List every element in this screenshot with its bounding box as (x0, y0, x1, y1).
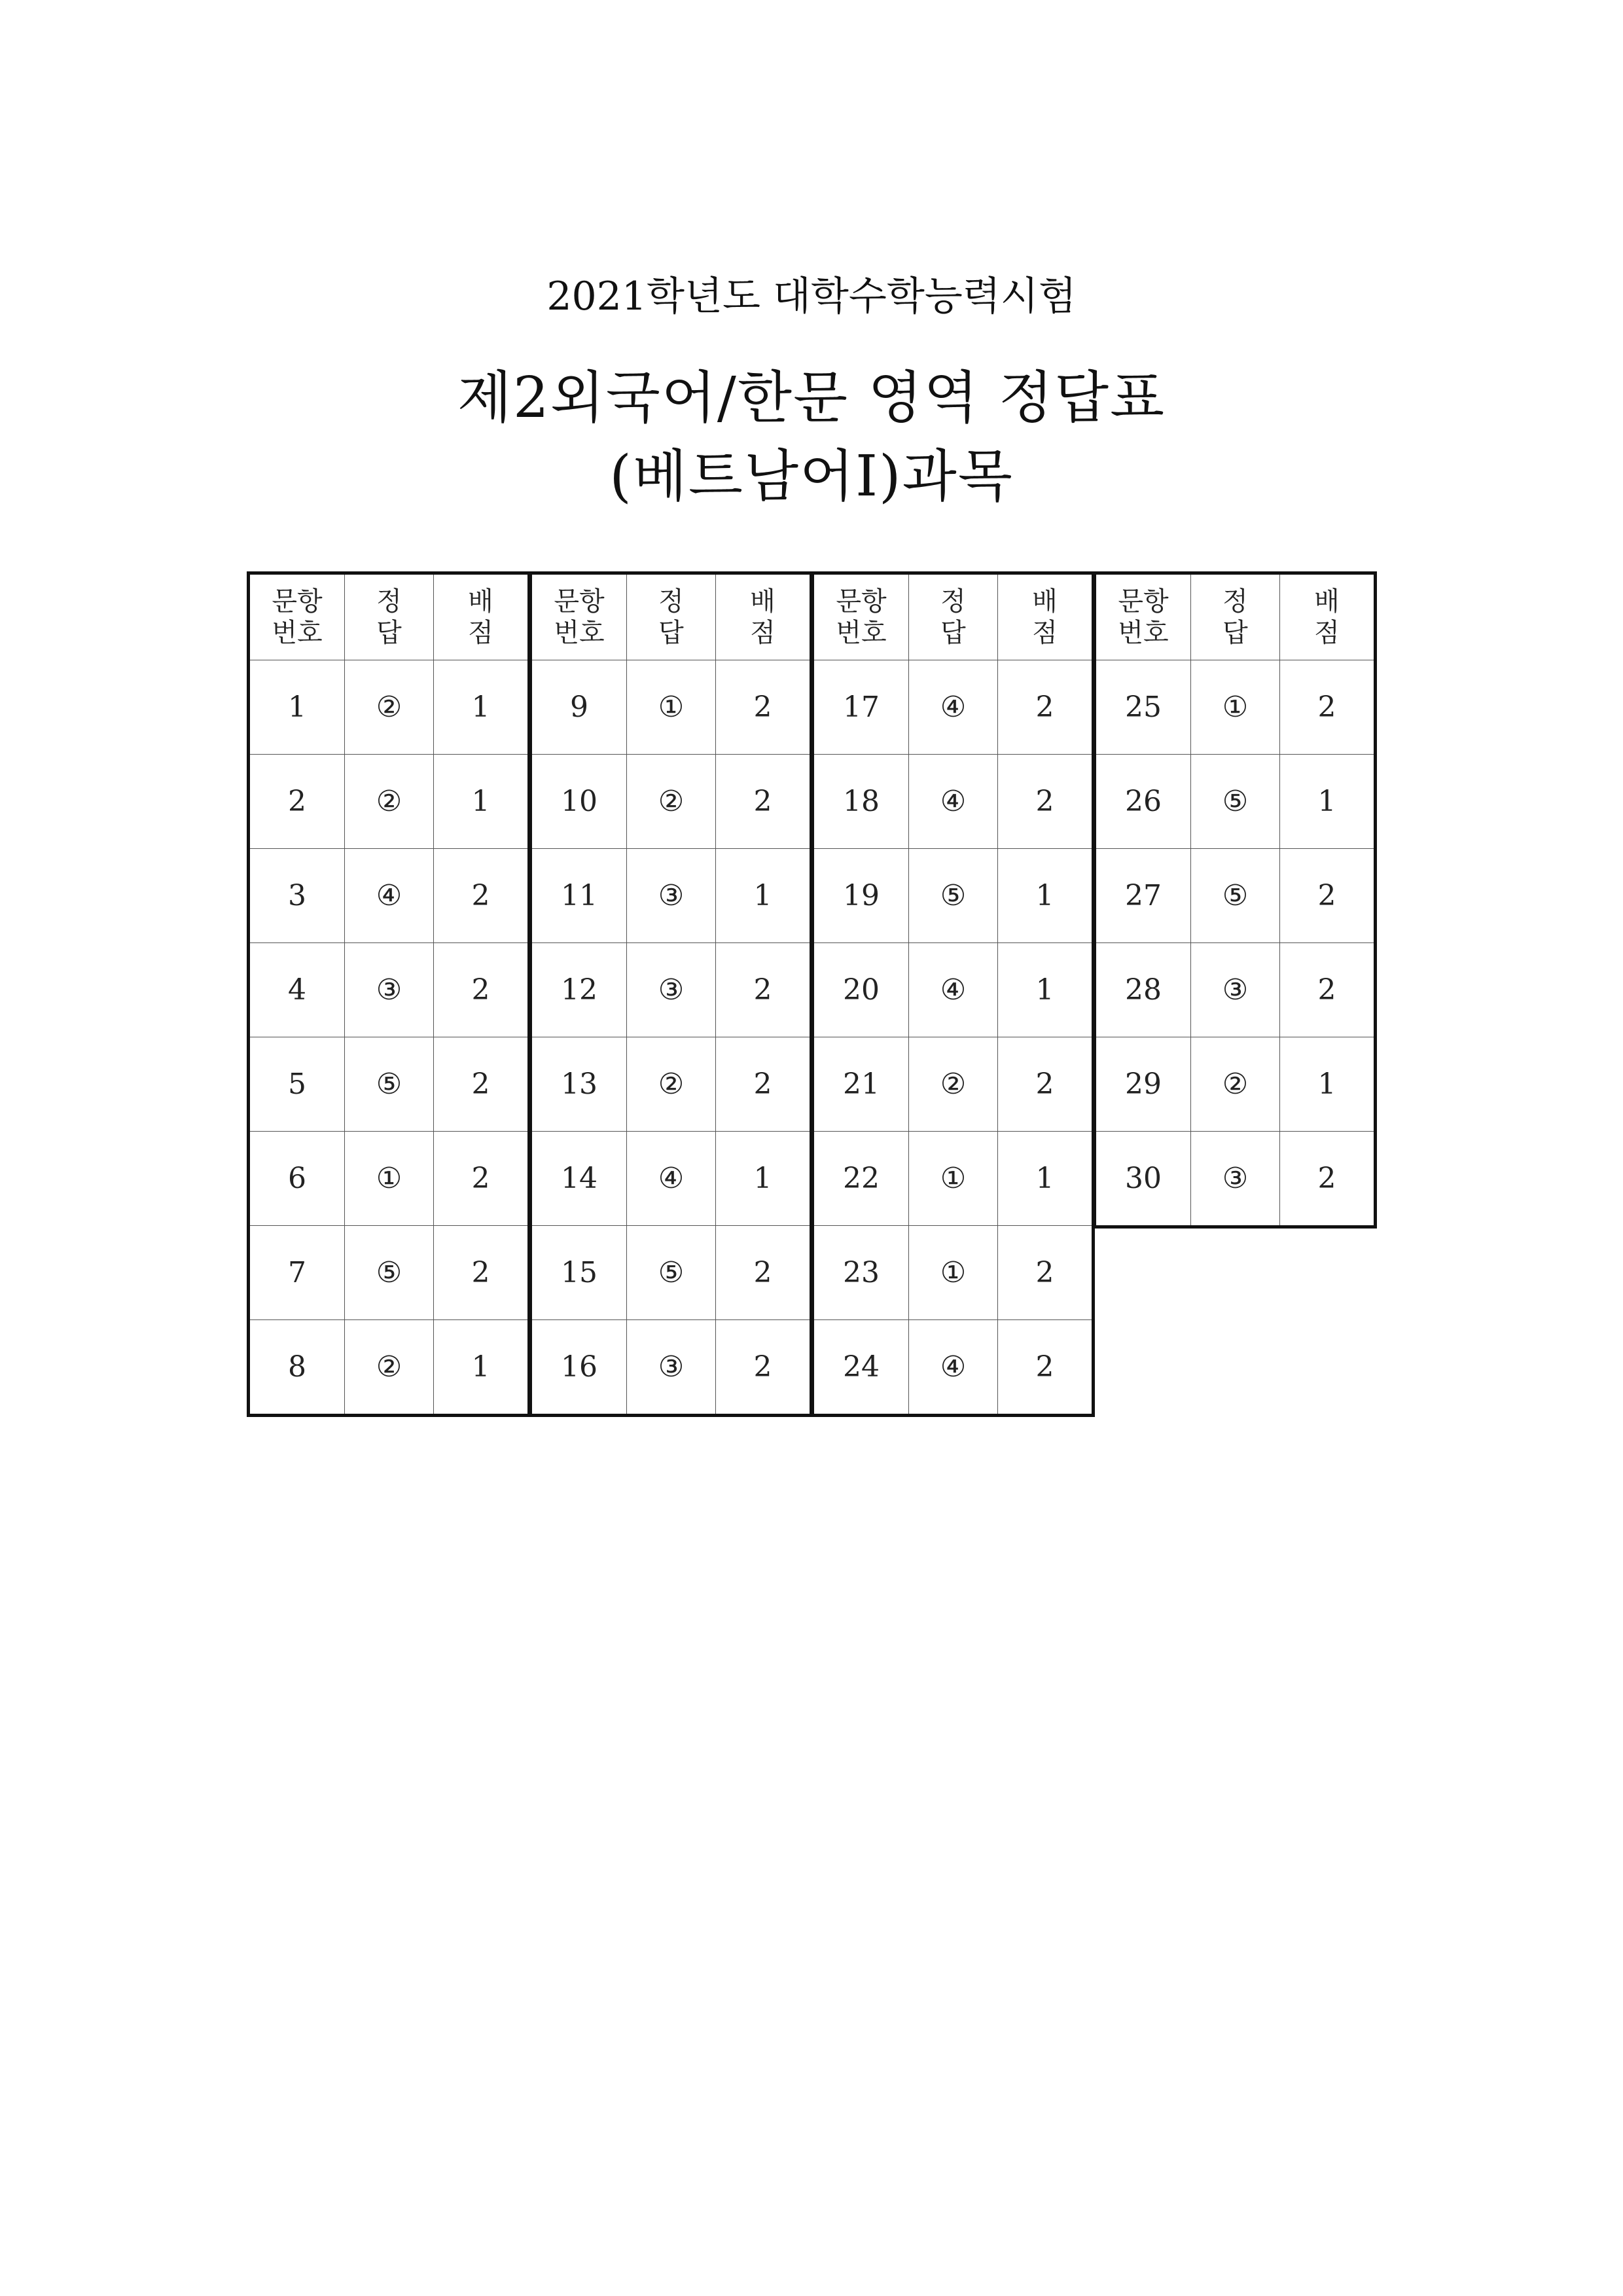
question-number-cell: 3 (249, 849, 345, 943)
points-cell: 1 (998, 1132, 1094, 1226)
table-row (249, 1037, 529, 1132)
points-cell: 2 (434, 849, 529, 943)
header-answer: 정답 (1191, 573, 1280, 660)
points-cell: 2 (716, 1226, 812, 1320)
answer-table-block-3 (811, 571, 1095, 1417)
question-number-cell: 8 (249, 1320, 345, 1416)
points-cell: 2 (1280, 1132, 1376, 1227)
answer-cell: ③ (1191, 1132, 1280, 1227)
answer-cell: ⑤ (345, 1226, 434, 1320)
question-number-cell: 6 (249, 1132, 345, 1226)
answer-cell: ④ (909, 755, 998, 849)
question-number-cell: 4 (249, 943, 345, 1037)
points-cell: 2 (1280, 943, 1376, 1037)
question-number-cell: 21 (813, 1037, 909, 1132)
table-row (249, 1226, 529, 1320)
points-cell: 2 (716, 755, 812, 849)
table-header-row (813, 573, 1094, 660)
table-row (1095, 849, 1376, 943)
header-number-line2: 번호 (836, 618, 887, 648)
answer-cell: ③ (627, 943, 716, 1037)
answer-cell: ② (627, 1037, 716, 1132)
table-row (249, 755, 529, 849)
answer-cell: ③ (1191, 943, 1280, 1037)
header-number-line2: 번호 (272, 618, 323, 648)
table-row (813, 755, 1094, 849)
answer-cell: ④ (909, 660, 998, 755)
question-number-cell: 23 (813, 1226, 909, 1320)
points-cell: 2 (1280, 660, 1376, 755)
points-cell: 2 (1280, 849, 1376, 943)
answer-cell: ④ (345, 849, 434, 943)
points-cell: 2 (434, 943, 529, 1037)
header-number-line2: 번호 (1118, 618, 1169, 648)
question-number-cell: 11 (531, 849, 627, 943)
question-number-cell: 20 (813, 943, 909, 1037)
answer-cell: ① (627, 660, 716, 755)
question-number-cell: 10 (531, 755, 627, 849)
table-row (1095, 1037, 1376, 1132)
answer-table-block-4 (1093, 571, 1377, 1229)
table-row (1095, 1132, 1376, 1227)
table-row (249, 1320, 529, 1416)
table-header-row (249, 573, 529, 660)
table-header-row (1095, 573, 1376, 660)
points-cell: 1 (998, 849, 1094, 943)
table-row (249, 660, 529, 755)
answer-cell: ④ (627, 1132, 716, 1226)
header-answer: 정답 (627, 573, 716, 660)
header-number-line2: 번호 (554, 618, 605, 648)
table-row (531, 1037, 812, 1132)
table-row (813, 1037, 1094, 1132)
table-row (249, 849, 529, 943)
answer-cell: ② (627, 755, 716, 849)
points-cell: 2 (716, 1320, 812, 1416)
answer-cell: ④ (909, 1320, 998, 1416)
header-number-line1: 문항 (554, 586, 605, 617)
header-question-number (531, 573, 627, 660)
answer-cell: ③ (345, 943, 434, 1037)
page-title: 제2외국어/한문 영역 정답표 (457, 365, 1166, 431)
points-cell: 2 (434, 1132, 529, 1226)
points-cell: 2 (716, 660, 812, 755)
points-cell: 1 (1280, 755, 1376, 849)
header-points: 배점 (434, 573, 529, 660)
header-number-line1: 문항 (272, 586, 323, 617)
question-number-cell: 5 (249, 1037, 345, 1132)
table-row (531, 849, 812, 943)
points-cell: 2 (434, 1037, 529, 1132)
answer-cell: ① (1191, 660, 1280, 755)
answer-cell: ② (345, 755, 434, 849)
points-cell: 1 (434, 755, 529, 849)
header-answer: 정답 (909, 573, 998, 660)
points-cell: 1 (434, 660, 529, 755)
table-row (531, 1226, 812, 1320)
question-number-cell: 26 (1095, 755, 1191, 849)
table-row (531, 1132, 812, 1226)
points-cell: 2 (434, 1226, 529, 1320)
points-cell: 2 (998, 1320, 1094, 1416)
answer-cell: ④ (909, 943, 998, 1037)
header-question-number (813, 573, 909, 660)
question-number-cell: 2 (249, 755, 345, 849)
answer-cell: ① (345, 1132, 434, 1226)
question-number-cell: 1 (249, 660, 345, 755)
table-row (1095, 660, 1376, 755)
answer-cell: ⑤ (909, 849, 998, 943)
points-cell: 1 (716, 1132, 812, 1226)
question-number-cell: 18 (813, 755, 909, 849)
answer-cell: ⑤ (345, 1037, 434, 1132)
header-points: 배점 (998, 573, 1094, 660)
exam-subtitle: 2021학년도 대학수학능력시험 (546, 274, 1077, 319)
question-number-cell: 7 (249, 1226, 345, 1320)
table-row (1095, 755, 1376, 849)
question-number-cell: 22 (813, 1132, 909, 1226)
header-question-number (1095, 573, 1191, 660)
points-cell: 1 (716, 849, 812, 943)
answer-cell: ② (1191, 1037, 1280, 1132)
question-number-cell: 12 (531, 943, 627, 1037)
question-number-cell: 13 (531, 1037, 627, 1132)
table-row (249, 1132, 529, 1226)
table-row (813, 943, 1094, 1037)
header-number-line1: 문항 (836, 586, 887, 617)
question-number-cell: 29 (1095, 1037, 1191, 1132)
table-row (249, 943, 529, 1037)
points-cell: 2 (716, 1037, 812, 1132)
answer-table-block-2 (529, 571, 813, 1417)
question-number-cell: 19 (813, 849, 909, 943)
answer-cell: ⑤ (1191, 849, 1280, 943)
answer-cell: ⑤ (1191, 755, 1280, 849)
table-row (813, 1320, 1094, 1416)
points-cell: 1 (1280, 1037, 1376, 1132)
question-number-cell: 30 (1095, 1132, 1191, 1227)
header-answer: 정답 (345, 573, 434, 660)
table-row (531, 755, 812, 849)
question-number-cell: 17 (813, 660, 909, 755)
table-row (813, 1132, 1094, 1226)
points-cell: 2 (716, 943, 812, 1037)
answer-cell: ① (909, 1132, 998, 1226)
question-number-cell: 24 (813, 1320, 909, 1416)
table-row (531, 1320, 812, 1416)
points-cell: 2 (998, 1037, 1094, 1132)
question-number-cell: 15 (531, 1226, 627, 1320)
question-number-cell: 27 (1095, 849, 1191, 943)
table-header-row (531, 573, 812, 660)
question-number-cell: 25 (1095, 660, 1191, 755)
answer-cell: ③ (627, 849, 716, 943)
header-points: 배점 (1280, 573, 1376, 660)
table-row (531, 660, 812, 755)
question-number-cell: 14 (531, 1132, 627, 1226)
table-row (813, 1226, 1094, 1320)
table-row (531, 943, 812, 1037)
points-cell: 2 (998, 755, 1094, 849)
question-number-cell: 16 (531, 1320, 627, 1416)
table-row (813, 849, 1094, 943)
subject-title: (베트남어Ⅰ)과목 (609, 444, 1014, 509)
points-cell: 1 (998, 943, 1094, 1037)
answer-cell: ② (909, 1037, 998, 1132)
header-points: 배점 (716, 573, 812, 660)
answer-cell: ② (345, 660, 434, 755)
table-row (1095, 943, 1376, 1037)
answer-cell: ③ (627, 1320, 716, 1416)
points-cell: 2 (998, 1226, 1094, 1320)
answer-cell: ⑤ (627, 1226, 716, 1320)
answer-cell: ① (909, 1226, 998, 1320)
answer-cell: ② (345, 1320, 434, 1416)
table-row (813, 660, 1094, 755)
question-number-cell: 9 (531, 660, 627, 755)
header-question-number (249, 573, 345, 660)
header-number-line1: 문항 (1118, 586, 1169, 617)
points-cell: 2 (998, 660, 1094, 755)
points-cell: 1 (434, 1320, 529, 1416)
question-number-cell: 28 (1095, 943, 1191, 1037)
answer-table-block-1 (247, 571, 531, 1417)
